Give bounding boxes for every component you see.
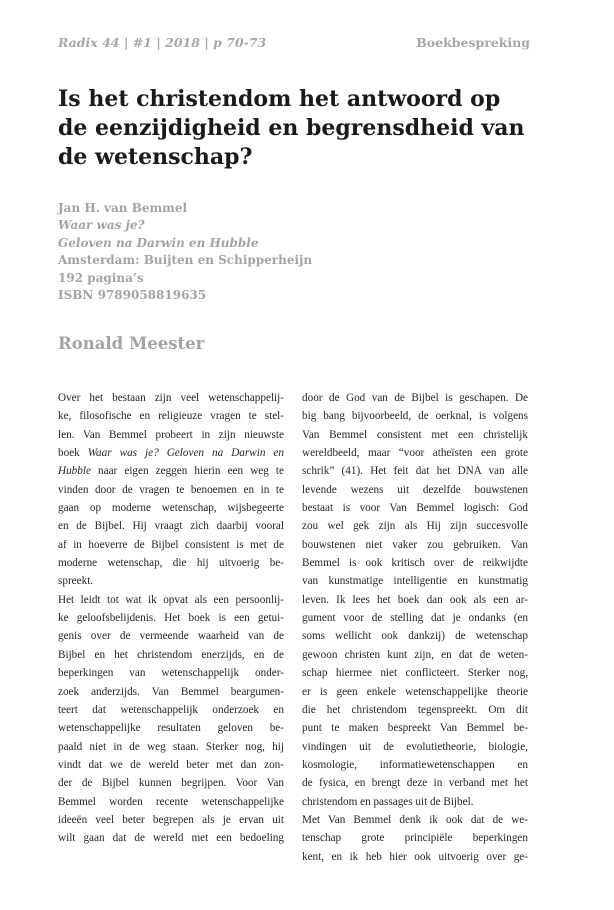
text-line: Van Bemmel consistent met een christelijk bbox=[302, 428, 528, 441]
section-label: Boekbespreking bbox=[416, 35, 530, 50]
text-line: gewoon christen kunt zijn, en dat de weten- bbox=[302, 648, 528, 661]
text-line: spreekt. bbox=[58, 575, 94, 588]
text-run: naar eigen zeggen hierin een weg te bbox=[90, 465, 284, 478]
book-pages: 192 pagina’s bbox=[58, 270, 144, 285]
book-title: Waar was je? bbox=[58, 218, 145, 233]
book-publisher: Amsterdam: Buijten en Schipperheijn bbox=[58, 253, 313, 268]
text-line: vindingen uit de evolutietheorie, biologie, bbox=[302, 740, 528, 753]
text-line: wetenschappelijke resultaten geloven be- bbox=[58, 722, 284, 735]
text-line: de fysica, en brengt deze in verband met het bbox=[302, 777, 528, 790]
text-line: gaan op moderne wetenschap, wijsbegeerte bbox=[58, 502, 284, 515]
book-subtitle: Geloven na Darwin en Hubble bbox=[58, 235, 259, 250]
text-line: christendom en passages uit de Bijbel. bbox=[302, 795, 474, 808]
text-line: wereldbeeld, maar “voor atheïsten een grote bbox=[302, 447, 528, 460]
text-line: kent, en ik heb hier ook uitvoerig over ge- bbox=[302, 850, 528, 863]
text-line: Met Van Bemmel denk ik ook dat de we- bbox=[302, 813, 528, 826]
book-title-run: Hubble bbox=[58, 465, 91, 478]
text-line: door de God van de Bijbel is geschapen. De bbox=[302, 392, 528, 404]
book-title-run: Waar was je? Geloven na Darwin en bbox=[87, 447, 284, 460]
body-column-left bbox=[58, 389, 284, 848]
text-run: boek bbox=[58, 447, 88, 460]
text-line: der de Bijbel kunnen begrijpen. Voor Van bbox=[58, 777, 284, 790]
text-line: af in hoeverre de Bijbel consistent is met de bbox=[58, 538, 284, 551]
text-line: kosmologie, informatiewetenschappen en bbox=[302, 758, 528, 771]
text-line: gument voor de stelling dat je ondanks (en bbox=[302, 612, 528, 625]
reviewer-name: Ronald Meester bbox=[58, 334, 205, 353]
text-line: vinden door de vragen te benoemen en in te bbox=[58, 483, 284, 496]
text-line-with-title bbox=[58, 444, 284, 462]
text-line: er is geen enkele wetenschappelijke theorie bbox=[302, 685, 528, 698]
text-line: ke, filosofische en religieuze vragen te stel- bbox=[58, 410, 284, 423]
text-line: ke geloofsbelijdenis. Het boek is een getui- bbox=[58, 612, 284, 625]
text-line: en de Bijbel. Hij vraagt zich daarbij vooral bbox=[58, 520, 284, 533]
text-line: paald niet in de weg staan. Sterker nog, hij bbox=[58, 740, 284, 753]
text-line: wilt gaan dat de wereld met een bedoeling bbox=[58, 832, 284, 845]
text-line: beperkingen van wetenschappelijk onder- bbox=[58, 667, 284, 680]
text-line: tenschap grote principiële beperkingen bbox=[302, 832, 528, 845]
journal-citation: Radix 44 | #1 | 2018 | p 70-73 bbox=[58, 35, 267, 50]
body-column-right bbox=[302, 389, 528, 866]
text-line: Bijbel en het christendom enerzijds, en de bbox=[58, 648, 284, 661]
text-line: die het christendom tegenspreekt. Om dit bbox=[302, 703, 528, 716]
text-line: bestaat is voor Van Bemmel logisch: God bbox=[302, 502, 528, 515]
text-line: schap hiermee niet conflicteert. Sterker nog, bbox=[302, 667, 528, 680]
text-line-with-title bbox=[58, 462, 284, 480]
text-line: genis over de vermeende waarheid van de bbox=[58, 630, 284, 643]
book-isbn: ISBN 9789058819635 bbox=[58, 288, 207, 303]
text-line: Bemmel worden recente wetenschappelijke bbox=[58, 795, 284, 808]
text-line: Bemmel is ook kritisch over de reikwijdte bbox=[302, 557, 528, 570]
text-line: van kunstmatige intelligentie en kunstmatig bbox=[302, 575, 528, 588]
text-line: teert dat wetenschappelijk onderzoek en bbox=[58, 703, 284, 716]
text-line: zoek anderzijds. Van Bemmel beargumen- bbox=[58, 685, 284, 698]
text-line: schrik” (41). Het feit dat het DNA van alle bbox=[302, 465, 528, 478]
text-line: zou wel gek zijn als Hij zijn succesvolle bbox=[302, 520, 528, 533]
book-author: Jan H. van Bemmel bbox=[58, 201, 188, 215]
book-details bbox=[58, 200, 458, 304]
text-line: bouwstenen niet vaker zou gebruiken. Van bbox=[302, 538, 528, 551]
text-line: punt te maken bespreekt Van Bemmel be- bbox=[302, 722, 528, 735]
text-line: Het leidt tot wat ik opvat als een persoonlij- bbox=[58, 593, 284, 606]
article-title: Is het christendom het antwoord op de eenzijdigheid en begrensdheid van de wetenschap? bbox=[58, 86, 525, 170]
text-line: moderne wetenschap, die hij uitvoerig be- bbox=[58, 557, 284, 570]
text-line: ideeën veel beter begrepen als je ervan uit bbox=[58, 813, 284, 826]
text-line: levende wezens uit dezelfde bouwstenen bbox=[302, 483, 528, 496]
text-line: leven. Ik lees het boek dan ook als een ar- bbox=[302, 593, 528, 606]
text-line: Over het bestaan zijn veel wetenschappelij- bbox=[58, 392, 284, 404]
text-line: big bang bijvoorbeeld, de oerknal, is volgens bbox=[302, 410, 528, 423]
running-head bbox=[58, 35, 530, 50]
text-line: vindt dat we de wereld beter met dan zon- bbox=[58, 758, 284, 771]
text-line: len. Van Bemmel probeert in zijn nieuwste bbox=[58, 428, 284, 441]
text-line: soms wellicht ook dankzij) de wetenschap bbox=[302, 630, 528, 643]
